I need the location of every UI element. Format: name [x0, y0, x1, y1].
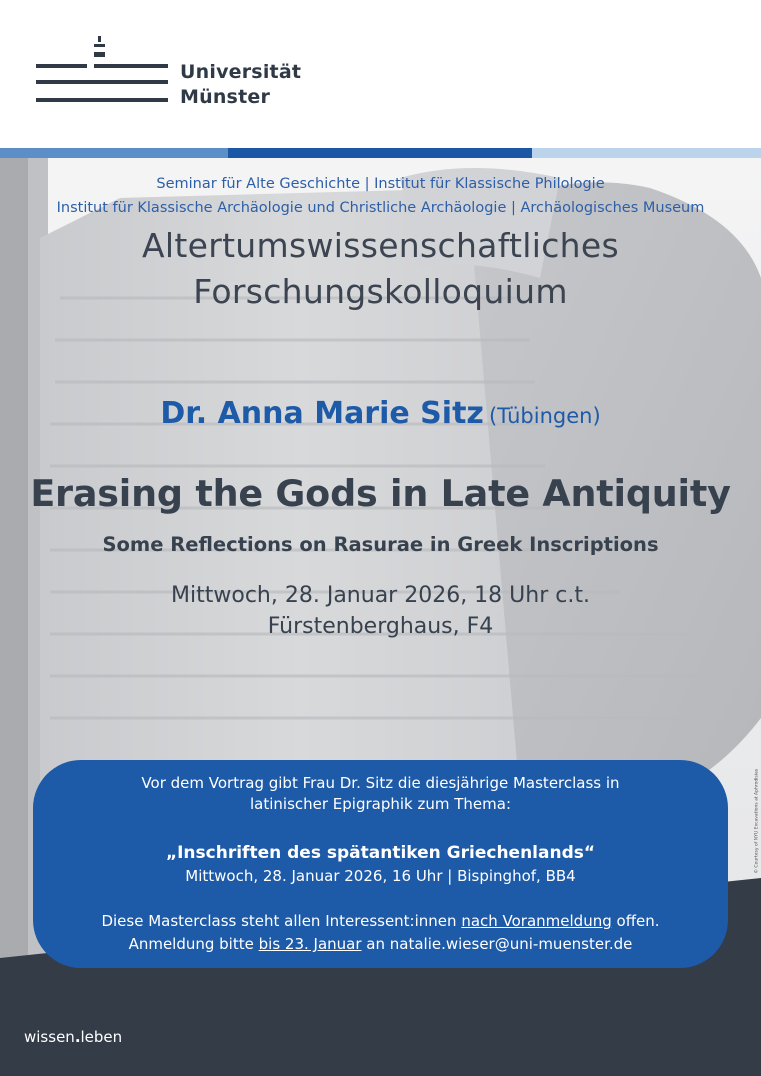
photo-credit	[748, 766, 760, 876]
speaker-affiliation: (Tübingen)	[488, 404, 601, 428]
institutes-line-1: Seminar für Alte Geschichte | Institut für Klassische Philologie	[156, 176, 605, 192]
masterclass-title: „Inschriften des spätantiken Griechenlands“	[165, 843, 596, 863]
speaker-name: Dr. Anna Marie Sitz	[160, 396, 484, 431]
colloquium-title-line-1: Altertumswissenschaftliches	[142, 226, 619, 265]
slogan-part-1: wissen	[24, 1028, 75, 1046]
masterclass-note-2-post: an natalie.wieser@uni-muenster.de	[361, 935, 633, 953]
masterclass-note-line-2	[33, 935, 728, 953]
masterclass-intro-line-1: Vor dem Vortrag gibt Frau Dr. Sitz die diesjährige Masterclass in	[141, 774, 620, 792]
masterclass-note-2-pre: Anmeldung bitte	[128, 935, 259, 953]
stripe-segment-dark	[228, 148, 532, 158]
masterclass-note-1-post: offen.	[611, 912, 660, 930]
masterclass-date: Mittwoch, 28. Januar 2026, 16 Uhr | Bispinghof, BB4	[185, 867, 576, 885]
masterclass-box	[33, 760, 728, 968]
stripe-segment-pale	[532, 148, 761, 158]
talk-title: Erasing the Gods in Late Antiquity	[30, 472, 731, 515]
speaker	[0, 396, 761, 431]
masterclass-note-1-pre: Diese Masterclass steht allen Interessent:innen	[101, 912, 462, 930]
masterclass-intro-line-2: latinischer Epigraphik zum Thema:	[249, 795, 512, 813]
talk-place: Fürstenberghaus, F4	[267, 614, 494, 639]
university-name-line-1: Universität	[180, 61, 302, 83]
footer-slogan	[24, 1028, 122, 1046]
photo-credit-text: © Courtesy of NYU Excavations at Aphrodisias	[754, 768, 760, 874]
stripe-segment-light	[0, 148, 228, 158]
registration-deadline-text: bis 23. Januar	[258, 935, 362, 953]
institutes-line-2: Institut für Klassische Archäologie und Christliche Archäologie | Archäologisches Museum	[56, 200, 705, 216]
colloquium-title-line-2: Forschungskolloquium	[193, 272, 568, 311]
talk-date: Mittwoch, 28. Januar 2026, 18 Uhr c.t.	[171, 583, 590, 608]
slogan-part-2: leben	[80, 1028, 123, 1046]
university-name-line-2: Münster	[180, 86, 271, 108]
university-logo-icon	[36, 36, 168, 106]
masterclass-note-line-1	[33, 912, 728, 930]
registration-required-text: nach Voranmeldung	[461, 912, 612, 930]
header	[0, 0, 761, 148]
talk-subtitle: Some Reflections on Rasurae in Greek Inscriptions	[102, 533, 659, 556]
color-stripe	[0, 148, 761, 158]
slogan-dot: .	[74, 1028, 81, 1046]
